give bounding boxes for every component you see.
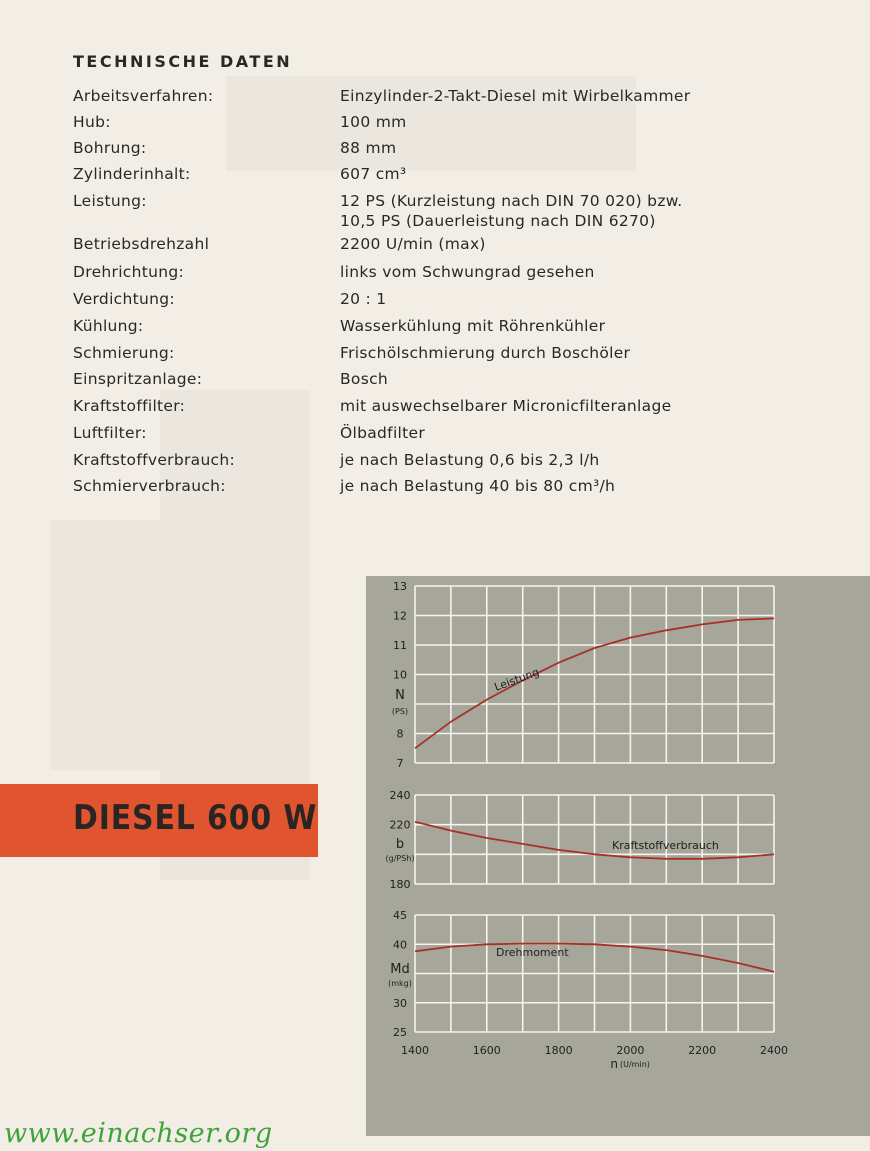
spec-value: 607 cm³ — [340, 165, 407, 183]
y-tick-label: 40 — [393, 938, 407, 952]
spec-label: Kraftstoffverbrauch: — [73, 451, 236, 469]
y-tick-label: 180 — [389, 878, 411, 891]
spec-label: Leistung: — [73, 192, 147, 210]
spec-value: 88 mm — [340, 139, 397, 157]
y-axis-label: b — [395, 837, 405, 852]
x-tick-label: 2000 — [616, 1044, 645, 1057]
spec-value: Frischölschmierung durch Boschöler — [340, 344, 631, 362]
background-shape — [50, 520, 160, 770]
spec-label: Arbeitsverfahren: — [73, 87, 214, 105]
y-tick-label: 8 — [396, 727, 404, 741]
spec-label: Verdichtung: — [73, 290, 175, 308]
spec-label: Schmierverbrauch: — [73, 477, 226, 495]
spec-label: Betriebsdrehzahl — [73, 235, 210, 253]
series-label: Leistung — [492, 665, 541, 694]
y-tick-label: 12 — [393, 609, 407, 623]
x-tick-label: 2200 — [688, 1044, 717, 1057]
x-tick-label: 1800 — [544, 1044, 573, 1057]
spec-value: je nach Belastung 0,6 bis 2,3 l/h — [340, 451, 600, 469]
x-tick-label: 2400 — [760, 1044, 788, 1057]
spec-label: Kraftstoffilter: — [73, 397, 186, 415]
y-tick-label: 25 — [393, 1026, 407, 1039]
spec-value: Einzylinder-2-Takt-Diesel mit Wirbelkammer — [340, 87, 691, 105]
x-tick-label: 1600 — [472, 1044, 501, 1057]
x-axis-unit: (U/min) — [620, 1060, 650, 1069]
spec-value: je nach Belastung 40 bis 80 cm³/h — [340, 477, 616, 495]
spec-label: Drehrichtung: — [73, 263, 185, 281]
x-tick-label: 1400 — [401, 1044, 429, 1057]
website-watermark: www.einachser.org — [4, 1118, 273, 1149]
y-tick-label: 7 — [396, 757, 404, 770]
y-tick-label: 220 — [389, 818, 411, 832]
series-label: Drehmoment — [496, 946, 569, 959]
spec-value: 12 PS (Kurzleistung nach DIN 70 020) bzw. 10,5 PS (Dauerleistung nach DIN 6270) — [340, 192, 683, 230]
spec-label: Luftfilter: — [73, 424, 147, 442]
y-tick-label: 45 — [393, 909, 407, 922]
spec-label: Bohrung: — [73, 139, 147, 157]
y-tick-label: 240 — [389, 789, 411, 802]
model-title: DIESEL 600 W — [73, 798, 318, 838]
performance-chart — [366, 576, 870, 1136]
y-tick-label: 30 — [393, 996, 407, 1010]
spec-value: 100 mm — [340, 113, 407, 131]
y-tick-label: 11 — [393, 639, 407, 652]
spec-value: 20 : 1 — [340, 290, 387, 308]
y-axis-unit: (PS) — [391, 707, 409, 716]
spec-value: mit auswechselbarer Micronicfilteranlage — [340, 397, 672, 415]
y-axis-unit: (g/PSh) — [385, 854, 415, 863]
y-axis-unit: (mkg) — [388, 979, 412, 988]
spec-label: Einspritzanlage: — [73, 370, 203, 388]
spec-label: Kühlung: — [73, 317, 144, 335]
spec-value: Bosch — [340, 370, 389, 388]
x-axis-label: n — [610, 1057, 618, 1071]
spec-value: links vom Schwungrad gesehen — [340, 263, 595, 281]
spec-label: Schmierung: — [73, 344, 175, 362]
spec-value: 2200 U/min (max) — [340, 235, 486, 253]
series-label: Kraftstoffverbrauch — [612, 839, 719, 852]
y-axis-label: N — [395, 688, 405, 703]
y-tick-label: 10 — [393, 668, 407, 682]
spec-value: Ölbadfilter — [340, 424, 426, 442]
spec-label: Hub: — [73, 113, 111, 131]
specs-title: TECHNISCHE DATEN — [73, 52, 293, 71]
spec-label: Zylinderinhalt: — [73, 165, 191, 183]
y-tick-label: 13 — [393, 580, 407, 593]
spec-value: Wasserkühlung mit Röhrenkühler — [340, 317, 606, 335]
y-axis-label: Md — [390, 962, 410, 977]
